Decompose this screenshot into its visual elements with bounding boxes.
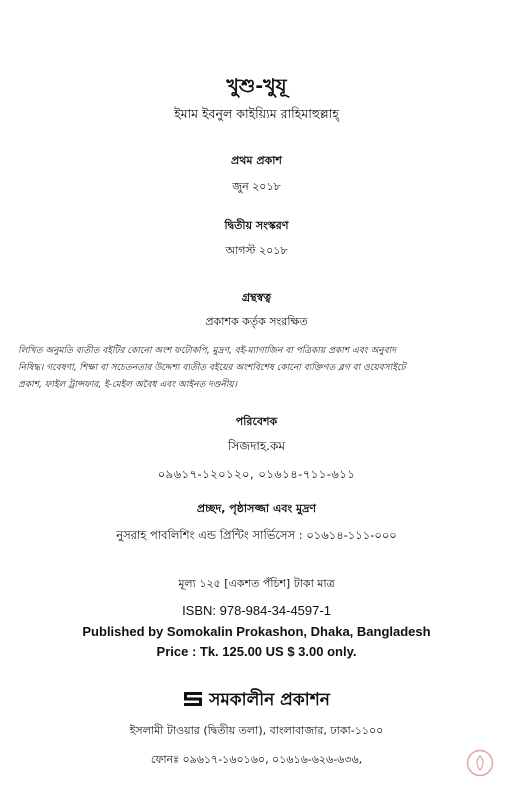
published-by: Published by Somokalin Prokashon, Dhaka, Bangladesh — [82, 624, 431, 639]
publisher-logo-icon — [183, 691, 203, 711]
book-title: খুশু-খুযূ — [226, 75, 287, 97]
distributor-label: পরিবেশক — [235, 415, 278, 428]
publisher-address: ইসলামী টাওয়ার (দ্বিতীয় তলা), বাংলাবাজার, ঢাকা-১১০০ — [129, 724, 384, 737]
legal-notice-line: লিখিত অনুমতি ব্যতীত বইটির কোনো অংশ ফটোকপি, মুদ্রণ, বই-ম্যাগাজিন বা পত্রিকায় প্রকাশ এবং অনুবাদ — [18, 346, 396, 356]
first-edition-label: প্রথম প্রকাশ — [231, 154, 282, 167]
price-english: Price : Tk. 125.00 US $ 3.00 only. — [156, 644, 357, 659]
second-edition-date: আগস্ট ২০১৮ — [225, 244, 288, 257]
publisher-phone: ফোনঃ ০৯৬১৭-১৬০১৬০, ০১৬১৬-৬২৬-৬৩৬, — [150, 753, 363, 766]
legal-notice-line: প্রকাশ, ফাইল ট্রান্সফার, ই-মেইল অবৈধ এবং আইনত দণ্ডনীয়। — [18, 380, 237, 390]
printing-label: প্রচ্ছদ, পৃষ্ঠাসজ্জা এবং মুদ্রণ — [196, 502, 317, 515]
printing-value: নুসরাহ পাবলিশিং এন্ড প্রিন্টিং সার্ভিসেস : ০১৬১৪-১১১-০০০ — [116, 528, 397, 542]
distributor-name: সিজদাহ.কম — [227, 439, 286, 453]
publisher-brand — [0, 687, 513, 715]
second-edition-label: দ্বিতীয় সংস্করণ — [224, 219, 289, 232]
copyright-label: গ্রন্থস্বত্ব — [241, 291, 272, 304]
watermark-icon — [466, 749, 494, 781]
copyright-value: প্রকাশক কর্তৃক সংরক্ষিত — [205, 315, 308, 328]
distributor-phones: ০৯৬১৭-১২০১২০, ০১৬১৪-৭১১-৬১১ — [157, 467, 356, 481]
book-author: ইমাম ইবনুল কাইয়্যিম রাহিমাহুল্লাহ্ — [174, 106, 339, 121]
legal-notice-line: নিষিদ্ধ। গবেষণা, শিক্ষা বা সচেতনতার উদ্দেশ্য ব্যতীত বইয়ের অংশবিশেষ কোনো ব্যক্তিগত ব্লগ বা ওয়েবসাইটে — [18, 363, 406, 373]
isbn: ISBN: 978-984-34-4597-1 — [182, 603, 331, 618]
publisher-name: সমকালীন প্রকাশন — [209, 690, 330, 710]
first-edition-date: জুন ২০১৮ — [232, 180, 281, 193]
legal-notice — [18, 343, 496, 394]
price-bengali: মূল্য ১২৫ [একশত পঁচিশ] টাকা মাত্র — [178, 577, 335, 590]
